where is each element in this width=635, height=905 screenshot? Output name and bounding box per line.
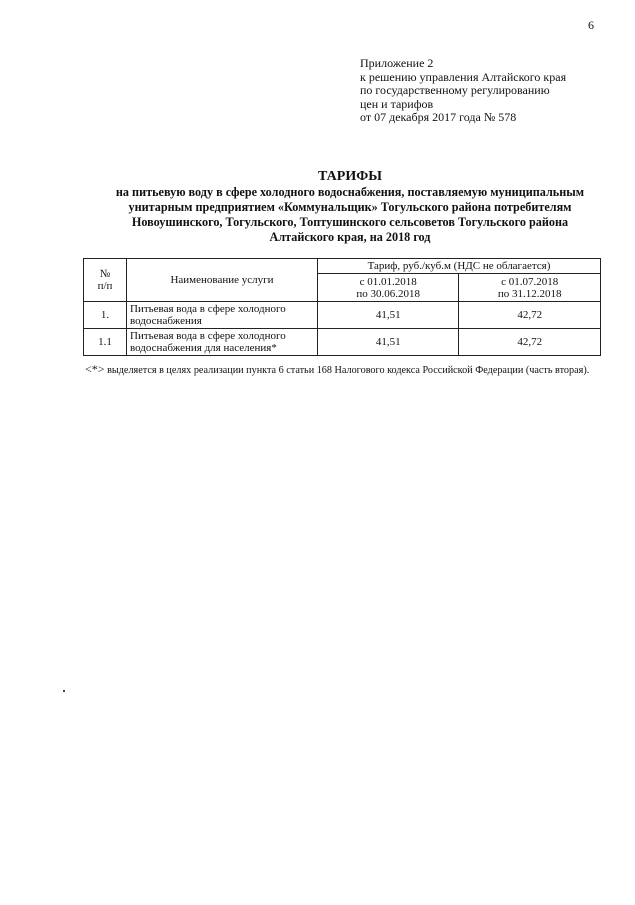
header-period1-cell — [318, 274, 459, 302]
table-row — [84, 302, 601, 329]
row-name-cell — [127, 329, 318, 356]
period1-line2: по 30.06.2018 — [356, 287, 421, 300]
row-value2-cell: 42,72 — [459, 302, 601, 329]
header-tariff-cell: Тариф, руб./куб.м (НДС не облагается) — [318, 259, 601, 274]
period1-line1: с 01.01.2018 — [359, 275, 417, 288]
scan-speck — [63, 690, 65, 692]
footnote-mark: <*> — [85, 362, 105, 376]
header-name-cell: Наименование услуги — [127, 259, 318, 302]
appendix-line: к решению управления Алтайского края — [360, 69, 567, 84]
table-header-row — [84, 259, 601, 274]
title-line: Алтайского края, на 2018 год — [269, 230, 431, 244]
period2-line1: с 01.07.2018 — [501, 275, 559, 288]
row-name-cell — [127, 302, 318, 329]
title-main: ТАРИФЫ — [318, 169, 382, 184]
document-title — [70, 168, 630, 245]
header-period2-cell — [459, 274, 601, 302]
row-name-line2: водоснабжения — [130, 315, 202, 327]
header-num-cell — [84, 259, 127, 302]
header-num-line1: № — [99, 268, 111, 280]
page-number: 6 — [588, 18, 594, 32]
footnote-text: выделяется в целях реализации пункта 6 статьи 168 Налогового кодекса Российской Федерации (часть вторая). — [107, 365, 590, 376]
appendix-line: по государственному регулированию — [360, 83, 550, 97]
appendix-line: цен и тарифов — [360, 96, 434, 111]
appendix-line: от 07 декабря 2017 года № 578 — [360, 110, 517, 124]
row-value1-cell: 41,51 — [318, 329, 459, 356]
footnote — [85, 362, 605, 378]
row-name-line1: Питьевая вода в сфере холодного — [130, 303, 286, 315]
row-name-line1: Питьевая вода в сфере холодного — [130, 330, 286, 342]
row-name-line2: водоснабжения для населения* — [130, 342, 277, 354]
title-line: унитарным предприятием «Коммунальщик» Тогульского района потребителям — [128, 200, 572, 214]
title-line: на питьевую воду в сфере холодного водоснабжения, поставляемую муниципальным — [115, 185, 585, 199]
row-num-cell: 1. — [84, 302, 127, 329]
period2-line2: по 31.12.2018 — [497, 287, 562, 300]
tariff-table — [83, 258, 601, 356]
table-row — [84, 329, 601, 356]
row-value2-cell: 42,72 — [459, 329, 601, 356]
header-num-line2: п/п — [97, 280, 113, 292]
appendix-block — [360, 57, 620, 125]
appendix-line: Приложение 2 — [360, 56, 434, 70]
row-value1-cell: 41,51 — [318, 302, 459, 329]
row-num-cell: 1.1 — [84, 329, 127, 356]
title-line: Новоушинского, Тогульского, Топтушинского сельсоветов Тогульского района — [131, 215, 569, 229]
